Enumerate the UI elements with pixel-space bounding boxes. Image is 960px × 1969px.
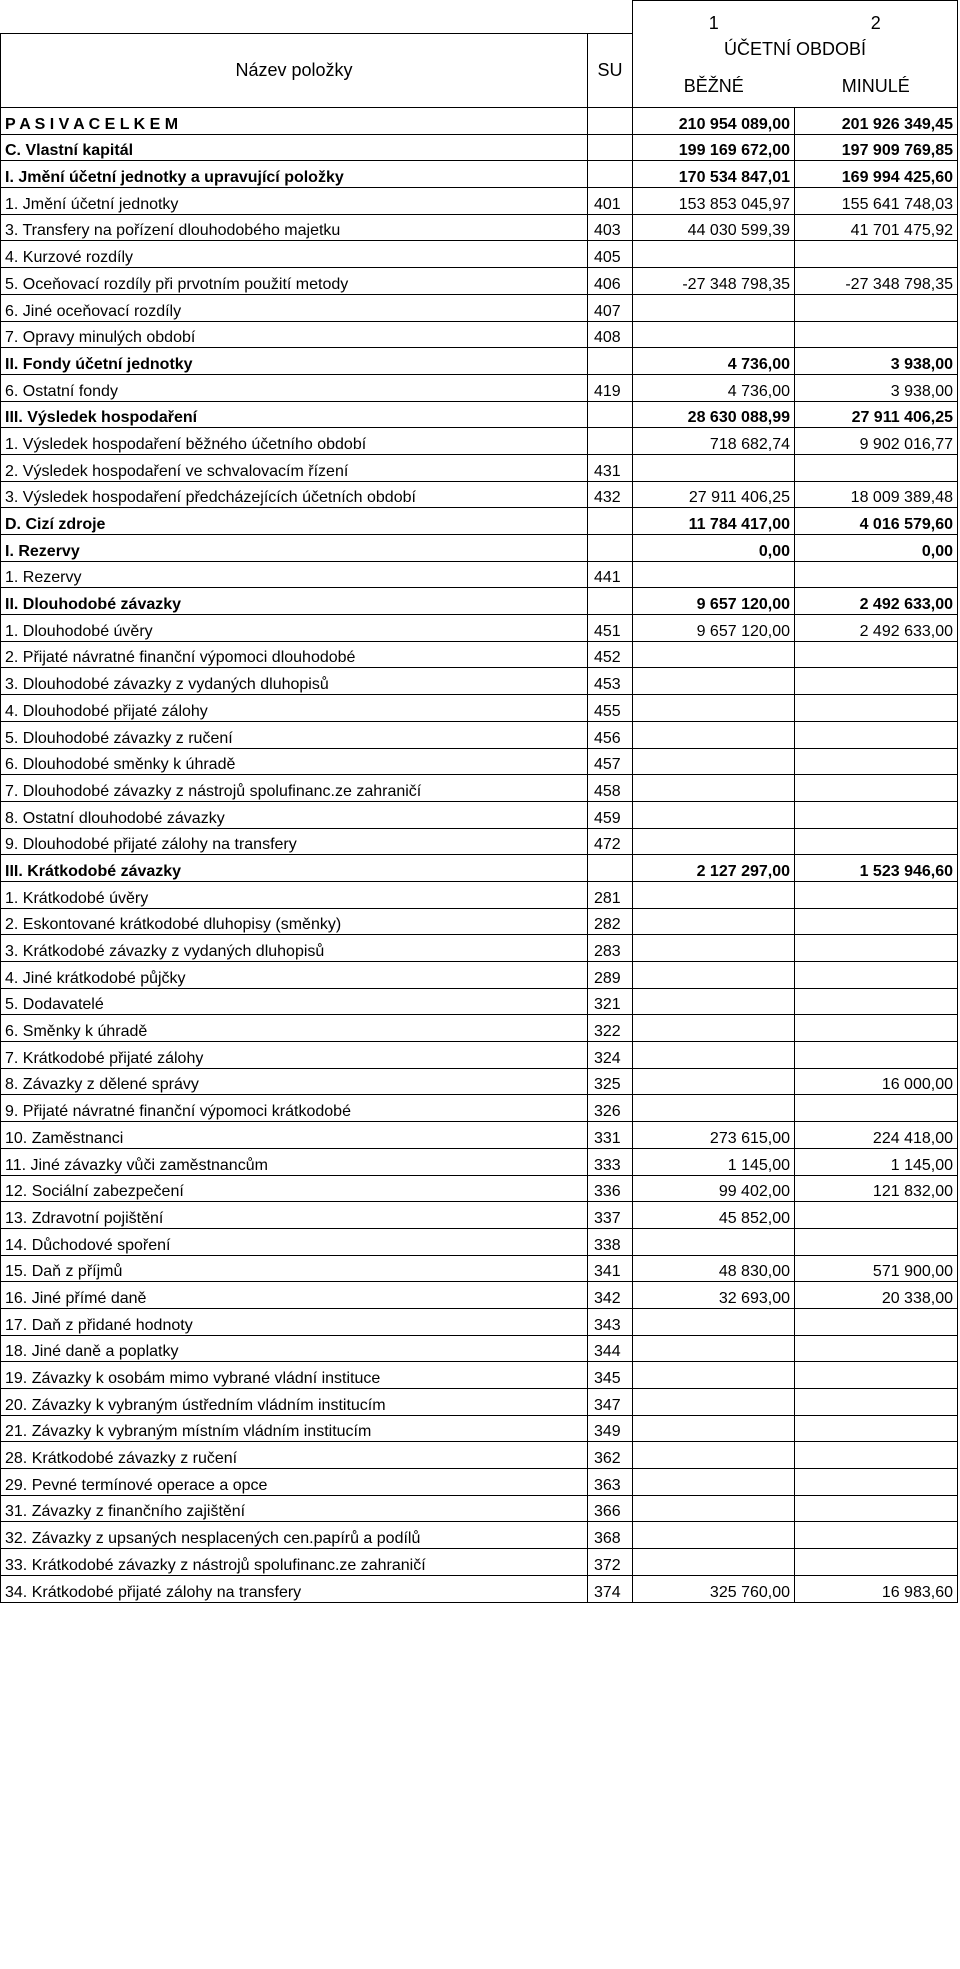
table-row bbox=[1, 1389, 958, 1416]
item-name: 10. Zaměstnanci bbox=[1, 1122, 588, 1149]
item-su: 456 bbox=[588, 721, 633, 748]
item-su bbox=[588, 508, 633, 535]
column-header-su: SU bbox=[588, 34, 633, 108]
item-su: 374 bbox=[588, 1575, 633, 1602]
value-current bbox=[633, 294, 795, 321]
item-su: 321 bbox=[588, 988, 633, 1015]
value-previous bbox=[795, 561, 958, 588]
item-su: 362 bbox=[588, 1442, 633, 1469]
item-name: 17. Daň z přidané hodnoty bbox=[1, 1308, 588, 1335]
item-su: 453 bbox=[588, 668, 633, 695]
table-row bbox=[1, 108, 958, 135]
value-current bbox=[633, 1042, 795, 1069]
value-current: 718 682,74 bbox=[633, 428, 795, 455]
value-current: 9 657 120,00 bbox=[633, 588, 795, 615]
item-su: 326 bbox=[588, 1095, 633, 1122]
value-current: 273 615,00 bbox=[633, 1122, 795, 1149]
table-row bbox=[1, 1335, 958, 1362]
table-row bbox=[1, 1469, 958, 1496]
value-current bbox=[633, 1335, 795, 1362]
value-current: 210 954 089,00 bbox=[633, 108, 795, 135]
table-row bbox=[1, 1549, 958, 1576]
value-current: 1 145,00 bbox=[633, 1148, 795, 1175]
value-current bbox=[633, 1228, 795, 1255]
item-su bbox=[588, 855, 633, 882]
item-name: 6. Dlouhodobé směnky k úhradě bbox=[1, 748, 588, 775]
table-row bbox=[1, 1042, 958, 1069]
item-su: 451 bbox=[588, 615, 633, 642]
value-current: 170 534 847,01 bbox=[633, 161, 795, 188]
table-row bbox=[1, 1015, 958, 1042]
column-number-2: 2 bbox=[795, 1, 958, 34]
item-su bbox=[588, 535, 633, 562]
item-su: 343 bbox=[588, 1308, 633, 1335]
value-current bbox=[633, 321, 795, 348]
value-previous bbox=[795, 1495, 958, 1522]
value-current bbox=[633, 775, 795, 802]
item-su: 405 bbox=[588, 241, 633, 268]
table-row bbox=[1, 374, 958, 401]
value-previous bbox=[795, 668, 958, 695]
value-current: 0,00 bbox=[633, 535, 795, 562]
value-previous: 3 938,00 bbox=[795, 348, 958, 375]
value-current: 32 693,00 bbox=[633, 1282, 795, 1309]
item-su: 457 bbox=[588, 748, 633, 775]
item-su: 342 bbox=[588, 1282, 633, 1309]
value-previous: 2 492 633,00 bbox=[795, 588, 958, 615]
item-name: 19. Závazky k osobám mimo vybrané vládní instituce bbox=[1, 1362, 588, 1389]
value-previous: 4 016 579,60 bbox=[795, 508, 958, 535]
value-current bbox=[633, 908, 795, 935]
value-previous bbox=[795, 454, 958, 481]
value-previous bbox=[795, 721, 958, 748]
item-name: 21. Závazky k vybraným místním vládním institucím bbox=[1, 1415, 588, 1442]
item-name: II. Dlouhodobé závazky bbox=[1, 588, 588, 615]
value-previous bbox=[795, 908, 958, 935]
item-name: 2. Přijaté návratné finanční výpomoci dlouhodobé bbox=[1, 641, 588, 668]
value-previous bbox=[795, 1202, 958, 1229]
item-su: 349 bbox=[588, 1415, 633, 1442]
value-previous bbox=[795, 1335, 958, 1362]
value-previous: 155 641 748,03 bbox=[795, 188, 958, 215]
item-su: 333 bbox=[588, 1148, 633, 1175]
value-current: 48 830,00 bbox=[633, 1255, 795, 1282]
table-row bbox=[1, 1415, 958, 1442]
table-row bbox=[1, 1495, 958, 1522]
table-row bbox=[1, 348, 958, 375]
column-header-name: Název položky bbox=[1, 34, 588, 108]
table-row bbox=[1, 428, 958, 455]
item-name: 5. Dodavatelé bbox=[1, 988, 588, 1015]
item-su: 289 bbox=[588, 962, 633, 989]
item-name: 5. Dlouhodobé závazky z ručení bbox=[1, 721, 588, 748]
table-row bbox=[1, 321, 958, 348]
table-row bbox=[1, 1308, 958, 1335]
table-row bbox=[1, 214, 958, 241]
item-name: C. Vlastní kapitál bbox=[1, 134, 588, 161]
column-header-previous: MINULÉ bbox=[795, 66, 958, 108]
item-su bbox=[588, 108, 633, 135]
item-su: 331 bbox=[588, 1122, 633, 1149]
item-name: 34. Krátkodobé přijaté zálohy na transfery bbox=[1, 1575, 588, 1602]
value-previous: 121 832,00 bbox=[795, 1175, 958, 1202]
item-name: 13. Zdravotní pojištění bbox=[1, 1202, 588, 1229]
item-su bbox=[588, 401, 633, 428]
item-name: 4. Kurzové rozdíly bbox=[1, 241, 588, 268]
value-previous bbox=[795, 641, 958, 668]
item-su: 336 bbox=[588, 1175, 633, 1202]
value-current bbox=[633, 241, 795, 268]
item-su: 322 bbox=[588, 1015, 633, 1042]
value-current bbox=[633, 668, 795, 695]
item-su: 452 bbox=[588, 641, 633, 668]
value-current bbox=[633, 454, 795, 481]
item-name: III. Výsledek hospodaření bbox=[1, 401, 588, 428]
table-row bbox=[1, 294, 958, 321]
value-previous bbox=[795, 828, 958, 855]
value-current: 9 657 120,00 bbox=[633, 615, 795, 642]
item-name: 2. Eskontované krátkodobé dluhopisy (směnky) bbox=[1, 908, 588, 935]
table-row bbox=[1, 188, 958, 215]
value-previous: 1 145,00 bbox=[795, 1148, 958, 1175]
value-current: 27 911 406,25 bbox=[633, 481, 795, 508]
table-row bbox=[1, 881, 958, 908]
value-previous: 16 983,60 bbox=[795, 1575, 958, 1602]
table-row bbox=[1, 988, 958, 1015]
item-su: 455 bbox=[588, 695, 633, 722]
item-name: 7. Krátkodobé přijaté zálohy bbox=[1, 1042, 588, 1069]
item-name: 18. Jiné daně a poplatky bbox=[1, 1335, 588, 1362]
item-su: 324 bbox=[588, 1042, 633, 1069]
item-su: 406 bbox=[588, 268, 633, 295]
value-previous bbox=[795, 1522, 958, 1549]
header-empty bbox=[1, 1, 588, 34]
table-row bbox=[1, 454, 958, 481]
value-previous: 9 902 016,77 bbox=[795, 428, 958, 455]
table-row bbox=[1, 935, 958, 962]
value-current bbox=[633, 828, 795, 855]
table-row bbox=[1, 721, 958, 748]
value-previous bbox=[795, 695, 958, 722]
value-current: 45 852,00 bbox=[633, 1202, 795, 1229]
value-previous: 169 994 425,60 bbox=[795, 161, 958, 188]
value-previous: 1 523 946,60 bbox=[795, 855, 958, 882]
value-current bbox=[633, 801, 795, 828]
value-previous bbox=[795, 962, 958, 989]
item-su: 368 bbox=[588, 1522, 633, 1549]
item-name: 9. Dlouhodobé přijaté zálohy na transfery bbox=[1, 828, 588, 855]
table-row bbox=[1, 1122, 958, 1149]
value-previous: 201 926 349,45 bbox=[795, 108, 958, 135]
item-su: 431 bbox=[588, 454, 633, 481]
item-name: 6. Jiné oceňovací rozdíly bbox=[1, 294, 588, 321]
item-su: 441 bbox=[588, 561, 633, 588]
table-row bbox=[1, 401, 958, 428]
item-su: 458 bbox=[588, 775, 633, 802]
table-row bbox=[1, 134, 958, 161]
value-previous: 3 938,00 bbox=[795, 374, 958, 401]
value-current bbox=[633, 988, 795, 1015]
value-current bbox=[633, 561, 795, 588]
item-name: 20. Závazky k vybraným ústředním vládním institucím bbox=[1, 1389, 588, 1416]
value-previous: 197 909 769,85 bbox=[795, 134, 958, 161]
value-current: 2 127 297,00 bbox=[633, 855, 795, 882]
item-su: 281 bbox=[588, 881, 633, 908]
table-row bbox=[1, 1068, 958, 1095]
table-row bbox=[1, 535, 958, 562]
value-previous bbox=[795, 935, 958, 962]
value-previous bbox=[795, 294, 958, 321]
item-name: 28. Krátkodobé závazky z ručení bbox=[1, 1442, 588, 1469]
column-header-current: BĚŽNÉ bbox=[633, 66, 795, 108]
header-empty bbox=[588, 1, 633, 34]
value-previous: 27 911 406,25 bbox=[795, 401, 958, 428]
item-name: 32. Závazky z upsaných nesplacených cen.papírů a podílů bbox=[1, 1522, 588, 1549]
table-row bbox=[1, 1255, 958, 1282]
item-name: 7. Dlouhodobé závazky z nástrojů spolufinanc.ze zahraničí bbox=[1, 775, 588, 802]
item-name: D. Cizí zdroje bbox=[1, 508, 588, 535]
value-previous bbox=[795, 1308, 958, 1335]
item-name: 1. Jmění účetní jednotky bbox=[1, 188, 588, 215]
value-previous bbox=[795, 1362, 958, 1389]
item-name: 7. Opravy minulých období bbox=[1, 321, 588, 348]
table-row bbox=[1, 1148, 958, 1175]
table-row bbox=[1, 748, 958, 775]
item-su: 341 bbox=[588, 1255, 633, 1282]
item-name: II. Fondy účetní jednotky bbox=[1, 348, 588, 375]
item-name: P A S I V A C E L K E M bbox=[1, 108, 588, 135]
table-row bbox=[1, 161, 958, 188]
item-name: 1. Krátkodobé úvěry bbox=[1, 881, 588, 908]
item-name: 4. Dlouhodobé přijaté zálohy bbox=[1, 695, 588, 722]
table-row bbox=[1, 908, 958, 935]
item-su: 344 bbox=[588, 1335, 633, 1362]
table-row bbox=[1, 268, 958, 295]
value-current bbox=[633, 881, 795, 908]
item-name: 2. Výsledek hospodaření ve schvalovacím řízení bbox=[1, 454, 588, 481]
column-header-period: ÚČETNÍ OBDOBÍ bbox=[633, 34, 958, 66]
table-row bbox=[1, 615, 958, 642]
value-current bbox=[633, 695, 795, 722]
item-name: 6. Ostatní fondy bbox=[1, 374, 588, 401]
value-current bbox=[633, 1015, 795, 1042]
value-current: 153 853 045,97 bbox=[633, 188, 795, 215]
value-current bbox=[633, 1068, 795, 1095]
item-su: 459 bbox=[588, 801, 633, 828]
value-previous: 16 000,00 bbox=[795, 1068, 958, 1095]
item-su: 283 bbox=[588, 935, 633, 962]
value-previous bbox=[795, 1015, 958, 1042]
item-name: I. Rezervy bbox=[1, 535, 588, 562]
item-name: 12. Sociální zabezpečení bbox=[1, 1175, 588, 1202]
table-row bbox=[1, 1095, 958, 1122]
value-previous bbox=[795, 881, 958, 908]
item-name: 4. Jiné krátkodobé půjčky bbox=[1, 962, 588, 989]
item-name: 3. Výsledek hospodaření předcházejících účetních období bbox=[1, 481, 588, 508]
item-su: 372 bbox=[588, 1549, 633, 1576]
value-previous bbox=[795, 1228, 958, 1255]
table-row bbox=[1, 1282, 958, 1309]
value-previous bbox=[795, 988, 958, 1015]
table-row bbox=[1, 695, 958, 722]
item-su: 347 bbox=[588, 1389, 633, 1416]
value-current: 325 760,00 bbox=[633, 1575, 795, 1602]
item-su: 282 bbox=[588, 908, 633, 935]
value-previous bbox=[795, 241, 958, 268]
value-current: 99 402,00 bbox=[633, 1175, 795, 1202]
table-row bbox=[1, 1202, 958, 1229]
item-name: 29. Pevné termínové operace a opce bbox=[1, 1469, 588, 1496]
value-current: 199 169 672,00 bbox=[633, 134, 795, 161]
item-su: 472 bbox=[588, 828, 633, 855]
value-previous bbox=[795, 1095, 958, 1122]
item-name: 5. Oceňovací rozdíly při prvotním použití metody bbox=[1, 268, 588, 295]
value-current bbox=[633, 1495, 795, 1522]
table-row bbox=[1, 1442, 958, 1469]
value-previous: 2 492 633,00 bbox=[795, 615, 958, 642]
item-name: 1. Výsledek hospodaření běžného účetního období bbox=[1, 428, 588, 455]
value-current bbox=[633, 1389, 795, 1416]
item-su bbox=[588, 588, 633, 615]
value-current bbox=[633, 1549, 795, 1576]
value-current bbox=[633, 1308, 795, 1335]
item-name: I. Jmění účetní jednotky a upravující položky bbox=[1, 161, 588, 188]
value-current: 44 030 599,39 bbox=[633, 214, 795, 241]
item-name: 31. Závazky z finančního zajištění bbox=[1, 1495, 588, 1522]
item-name: 9. Přijaté návratné finanční výpomoci krátkodobé bbox=[1, 1095, 588, 1122]
table-row bbox=[1, 668, 958, 695]
item-su: 419 bbox=[588, 374, 633, 401]
value-current bbox=[633, 1362, 795, 1389]
item-su: 408 bbox=[588, 321, 633, 348]
value-current: -27 348 798,35 bbox=[633, 268, 795, 295]
item-su: 363 bbox=[588, 1469, 633, 1496]
value-current bbox=[633, 1442, 795, 1469]
item-name: 3. Dlouhodobé závazky z vydaných dluhopisů bbox=[1, 668, 588, 695]
value-previous bbox=[795, 1389, 958, 1416]
item-su: 401 bbox=[588, 188, 633, 215]
value-previous: 224 418,00 bbox=[795, 1122, 958, 1149]
item-su: 338 bbox=[588, 1228, 633, 1255]
table-row bbox=[1, 481, 958, 508]
value-previous bbox=[795, 1415, 958, 1442]
value-previous bbox=[795, 1042, 958, 1069]
table-row bbox=[1, 801, 958, 828]
value-current bbox=[633, 748, 795, 775]
item-su bbox=[588, 428, 633, 455]
value-previous bbox=[795, 1442, 958, 1469]
column-number-1: 1 bbox=[633, 1, 795, 34]
value-current bbox=[633, 641, 795, 668]
value-previous bbox=[795, 748, 958, 775]
table-row bbox=[1, 1575, 958, 1602]
value-previous: 571 900,00 bbox=[795, 1255, 958, 1282]
table-row bbox=[1, 1362, 958, 1389]
table-row bbox=[1, 508, 958, 535]
table-row bbox=[1, 641, 958, 668]
item-name: 8. Ostatní dlouhodobé závazky bbox=[1, 801, 588, 828]
item-su: 366 bbox=[588, 1495, 633, 1522]
value-previous: 0,00 bbox=[795, 535, 958, 562]
value-current bbox=[633, 935, 795, 962]
table-row bbox=[1, 241, 958, 268]
value-current: 4 736,00 bbox=[633, 374, 795, 401]
table-row bbox=[1, 775, 958, 802]
item-name: 6. Směnky k úhradě bbox=[1, 1015, 588, 1042]
value-current bbox=[633, 1095, 795, 1122]
value-previous: 41 701 475,92 bbox=[795, 214, 958, 241]
item-su: 403 bbox=[588, 214, 633, 241]
table-row bbox=[1, 561, 958, 588]
value-current bbox=[633, 721, 795, 748]
value-previous: -27 348 798,35 bbox=[795, 268, 958, 295]
table-row bbox=[1, 828, 958, 855]
value-current bbox=[633, 962, 795, 989]
item-su: 432 bbox=[588, 481, 633, 508]
item-su bbox=[588, 348, 633, 375]
table-row bbox=[1, 1175, 958, 1202]
value-current: 4 736,00 bbox=[633, 348, 795, 375]
value-previous: 18 009 389,48 bbox=[795, 481, 958, 508]
value-previous bbox=[795, 321, 958, 348]
item-su: 337 bbox=[588, 1202, 633, 1229]
item-su: 345 bbox=[588, 1362, 633, 1389]
value-previous bbox=[795, 1549, 958, 1576]
value-current bbox=[633, 1522, 795, 1549]
table-row bbox=[1, 855, 958, 882]
value-current bbox=[633, 1415, 795, 1442]
item-name: 1. Dlouhodobé úvěry bbox=[1, 615, 588, 642]
item-name: 3. Krátkodobé závazky z vydaných dluhopisů bbox=[1, 935, 588, 962]
item-su: 407 bbox=[588, 294, 633, 321]
table-row bbox=[1, 588, 958, 615]
value-previous: 20 338,00 bbox=[795, 1282, 958, 1309]
item-su bbox=[588, 134, 633, 161]
item-name: III. Krátkodobé závazky bbox=[1, 855, 588, 882]
item-name: 11. Jiné závazky vůči zaměstnancům bbox=[1, 1148, 588, 1175]
value-current bbox=[633, 1469, 795, 1496]
table-row bbox=[1, 1522, 958, 1549]
item-name: 14. Důchodové spoření bbox=[1, 1228, 588, 1255]
item-name: 16. Jiné přímé daně bbox=[1, 1282, 588, 1309]
item-name: 15. Daň z příjmů bbox=[1, 1255, 588, 1282]
value-previous bbox=[795, 1469, 958, 1496]
value-previous bbox=[795, 775, 958, 802]
value-current: 11 784 417,00 bbox=[633, 508, 795, 535]
item-name: 8. Závazky z dělené správy bbox=[1, 1068, 588, 1095]
item-name: 1. Rezervy bbox=[1, 561, 588, 588]
table-row bbox=[1, 1228, 958, 1255]
value-current: 28 630 088,99 bbox=[633, 401, 795, 428]
value-previous bbox=[795, 801, 958, 828]
item-name: 33. Krátkodobé závazky z nástrojů spolufinanc.ze zahraničí bbox=[1, 1549, 588, 1576]
item-name: 3. Transfery na pořízení dlouhodobého majetku bbox=[1, 214, 588, 241]
item-su: 325 bbox=[588, 1068, 633, 1095]
table-row bbox=[1, 962, 958, 989]
item-su bbox=[588, 161, 633, 188]
